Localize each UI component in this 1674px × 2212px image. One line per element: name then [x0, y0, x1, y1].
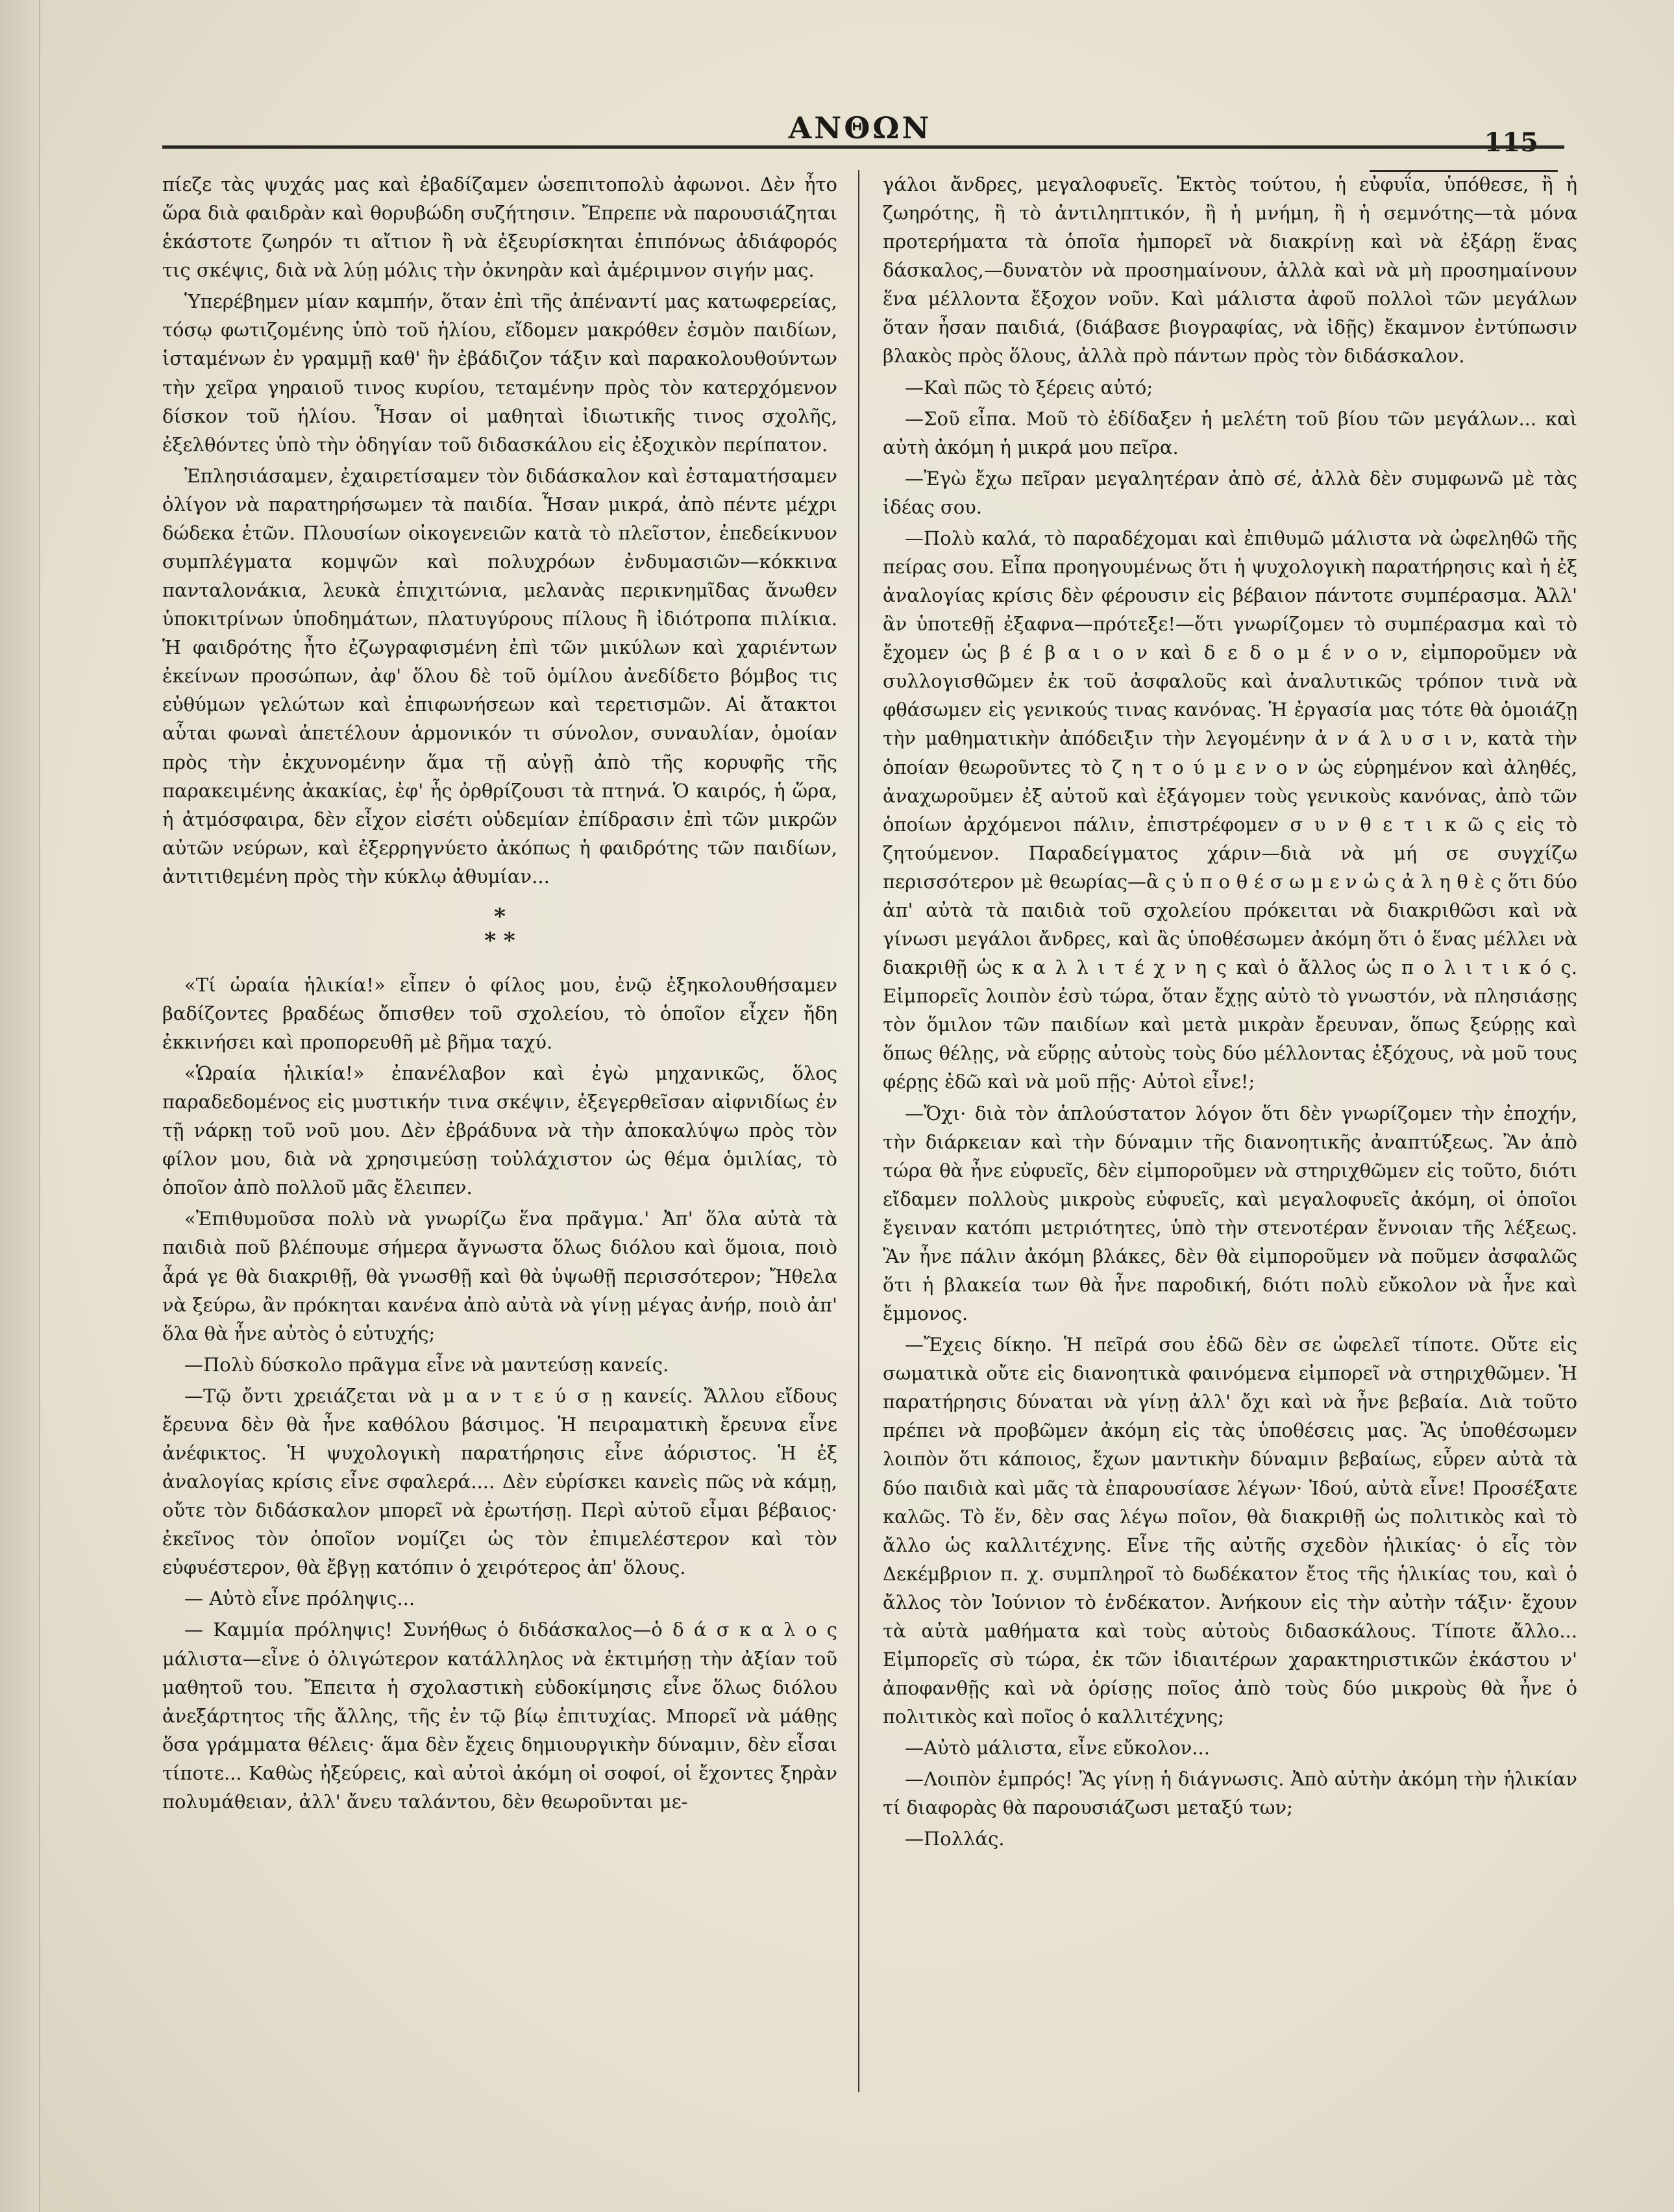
header-rule	[162, 145, 1564, 149]
running-title: ΑΝΘΩΝ	[788, 110, 932, 145]
paragraph: Ὑπερέβημεν μίαν καμπήν, ὅταν ἐπὶ τῆς ἀπέναντί μας κατωφερείας, τόσῳ φωτιζομένης ὑπὸ τοῦ ἡλίου, εἴδομεν μακρόθεν ἐσμὸν παιδίων, ἱσταμένων ἐν γραμμῇ καθ' ἣν ἐβάδιζον τάξιν καὶ παρακολουθούντων τὴν χεῖρα γηραιοῦ τινος κυρίου, τεταμένην πρὸς τὸν κατερχόμενον δίσκον τοῦ ἡλίου. Ἦσαν οἱ μαθηταὶ ἰδιωτικῆς τινος σχολῆς, ἐξελθόντες ὑπὸ τὴν ὁδηγίαν τοῦ διδασκάλου εἰς ἐξοχικὸν περίπατον.	[162, 290, 837, 456]
dialogue-line: —Αὐτὸ μάλιστα, εἶνε εὔκολον...	[905, 1737, 1210, 1759]
dialogue-line: —Λοιπὸν ἐμπρός! Ἂς γίνῃ ἡ διάγνωσις. Ἀπὸ αὐτὴν ἀκόμη τὴν ἡλικίαν τί διαφορὰς θὰ παρουσιάζωσι μεταξύ των;	[883, 1768, 1577, 1819]
column-divider	[858, 170, 859, 2092]
dialogue-line: —Σοῦ εἶπα. Μοῦ τὸ ἐδίδαξεν ἡ μελέτη τοῦ βίου τῶν μεγάλων... καὶ αὐτὴ ἀκόμη ἡ μικρά μου πεῖρα.	[883, 407, 1577, 458]
dialogue-line: —Καὶ πῶς τὸ ξέρεις αὐτό;	[905, 376, 1153, 399]
paragraph: «Ἐπιθυμοῦσα πολὺ νὰ γνωρίζω ἕνα πρᾶγμα.' Ἀπ' ὅλα αὐτὰ τὰ παιδιὰ ποῦ βλέπουμε σήμερα ἄγνωστα ὅλως διόλου καὶ ὅμοια, ποιὸ ἆρά γε θὰ διακριθῇ, θὰ γνωσθῇ καὶ θὰ ὑψωθῇ περισσότερον; Ἤθελα νὰ ξεύρω, ἂν πρόκηται κανένα ἀπὸ αὐτὰ νὰ γίνῃ μέγας ἀνήρ, ποιὸ ἀπ' ὅλα θὰ ἦνε αὐτὸς ὁ εὐτυχής;	[162, 1208, 837, 1345]
dialogue-line: — Αὐτὸ εἶνε πρόληψις...	[184, 1587, 415, 1610]
dialogue-line: —Πολλάς.	[905, 1828, 1005, 1850]
paragraph: Ἐπλησιάσαμεν, ἐχαιρετίσαμεν τὸν διδάσκαλον καὶ ἐσταματήσαμεν ὀλίγον νὰ παρατηρήσωμεν τὰ παιδία. Ἦσαν μικρά, ἀπὸ πέντε μέχρι δώδεκα ἐτῶν. Πλουσίων οἰκογενειῶν κατὰ τὸ πλεῖστον, ἐπεδείκνυον συμπλέγματα κομψῶν καὶ πολυχρόων ἐνδυμασιῶν—κόκκινα πανταλονάκια, λευκὰ ἐπιχιτώνια, μελανὰς περικνημῖδας ἄνωθεν ὑποκιτρίνων ὑποδημάτων, πλατυγύρους πίλους ἢ ἰδιότροπα πιλίκια. Ἡ φαιδρότης ἦτο ἐζωγραφισμένη ἐπὶ τῶν μικύλων καὶ χαριέντων ἐκείνων προσώπων, ἀφ' ὅλου δὲ τοῦ ὁμίλου ἀνεδίδετο βόμβος τις εὐθύμων γελώτων καὶ ἐπιφωνήσεων καὶ τερετισμῶν. Αἱ ἄτακτοι αὗται φωναὶ ἀπετέλουν ἁρμονικόν τι σύνολον, συναυλίαν, ὁμοίαν πρὸς τὴν ἐκχυνομένην ἅμα τῇ αὐγῇ ἀπὸ τῆς κορυφῆς τῆς παρακειμένης ἀκακίας, ἐφ' ἧς ὀρθρίζουσι τὰ πτηνά. Ὁ καιρός, ἡ ὥρα, ἡ ἀτμόσφαιρα, δὲν εἶχον εἰσέτι οὐδεμίαν ἐπίδρασιν ἐπὶ τῶν μικρῶν αὐτῶν νεύρων, καὶ ἐξερρηγνύετο ἀκόπως ἡ φαιδρότης τῶν παιδίων, ἀντιτιθεμένη πρὸς τὴν κύκλῳ ἀθυμίαν...	[162, 464, 837, 888]
paragraph: —Ἔχεις δίκηο. Ἡ πεῖρά σου ἐδῶ δὲν σε ὠφελεῖ τίποτε. Οὔτε εἰς σωματικὰ οὔτε εἰς διανοητικὰ φαινόμενα εἰμπορεῖ νὰ στηριχθῶμεν. Ἡ παρατήρησις δύναται νὰ γίνῃ ἀλλ' ὄχι καὶ νὰ ἦνε βεβαία. Διὰ τοῦτο πρέπει νὰ προβῶμεν ἀκόμη εἰς τὰς ὑποθέσεις μας. Ἂς ὑποθέσωμεν λοιπὸν ὅτι κάποιος, ἔχων μαντικὴν δύναμιν βεβαίως, εὗρεν αὐτὰ τὰ δύο παιδιὰ καὶ μᾶς τὰ ἐπαρουσίασε λέγων· Ἰδού, αὐτὰ εἶνε! Προσέξατε καλῶς. Τὸ ἕν, δὲν σας λέγω ποῖον, θὰ διακριθῇ ὡς πολιτικὸς καὶ τὸ ἄλλο ὡς καλλιτέχνης. Εἶνε τῆς αὐτῆς σχεδὸν ἡλικίας· ὁ εἷς τὸν Δεκέμβριον π. χ. συμπληροῖ τὸ δωδέκατον ἔτος τῆς ἡλικίας του, καὶ ὁ ἄλλος τὸν Ἰούνιον τὸ ἑνδέκατον. Ἀνήκουν εἰς τὴν αὐτὴν τάξιν· ἔχουν τὰ αὐτὰ μαθήματα καὶ τοὺς αὐτοὺς διδασκάλους. Τίποτε ἄλλο... Εἰμπορεῖς σὺ τώρα, ἐκ τῶν ἰδιαιτέρων χαρακτηριστικῶν ἑκάστου ν' ἀποφανθῇς καὶ νὰ ὁρίσῃς ποῖος ἀπὸ τοὺς δύο μικροὺς θὰ ἦνε ὁ πολιτικὸς καὶ ποῖος ὁ καλλιτέχνης;	[883, 1334, 1577, 1728]
previous-page-edge	[0, 0, 40, 2212]
paragraph: «Ὡραία ἡλικία!» ἐπανέλαβον καὶ ἐγὼ μηχανικῶς, ὅλος παραδεδομένος εἰς μυστικήν τινα σκέψιν, ἐξεγερθεῖσαν αἰφνιδίως ἐν τῇ νάρκῃ τοῦ νοῦ μου. Δὲν ἐβράδυνα νὰ τὴν ἀποκαλύψω πρὸς τὸν φίλον μου, διὰ νὰ χρησιμεύσῃ τοὐλάχιστον ὡς θέμα ὁμιλίας, τὸ ὁποῖον ἀπὸ πολλοῦ μᾶς ἔλειπεν.	[162, 1062, 837, 1199]
paragraph: —Ὄχι· διὰ τὸν ἁπλούστατον λόγον ὅτι δὲν γνωρίζομεν τὴν ἐποχήν, τὴν διάρκειαν καὶ τὴν δύναμιν τῆς διανοητικῆς ἀναπτύξεως. Ἂν ἀπὸ τώρα θὰ ἦνε εὐφυεῖς, δὲν εἰμποροῦμεν νὰ στηριχθῶμεν εἰς τοῦτο, διότι εἴδαμεν πολλοὺς μικροὺς εὐφυεῖς, καὶ μεγαλοφυεῖς ἀκόμη, οἱ ὁποῖοι ἔγειναν κατόπι μετριότητες, ὑπὸ τὴν στενοτέραν ἔννοιαν τῆς λέξεως. Ἂν ἦνε πάλιν ἀκόμη βλάκες, δὲν θὰ εἰμποροῦμεν νὰ ποῦμεν ἀσφαλῶς ὅτι ἡ βλακεία των θὰ ἦνε παροδική, διότι πολὺ εὔκολον νὰ ἦνε καὶ ἔμμονος.	[883, 1102, 1577, 1325]
page-number: 115	[1484, 127, 1538, 158]
paragraph: γάλοι ἄνδρες, μεγαλοφυεῖς. Ἐκτὸς τούτου, ἡ εὐφυΐα, ὑπόθεσε, ἢ ἡ ζωηρότης, ἢ τὸ ἀντιληπτικόν, ἢ ἡ μνήμη, ἢ ἡ σεμνότης—τὰ μόνα προτερήματα τὰ ὁποῖα ἠμπορεῖ νὰ διακρίνῃ καὶ νὰ ἐξάρῃ ἕνας δάσκαλος,—δυνατὸν νὰ προσημαίνουν, ἀλλὰ καὶ νὰ μὴ προσημαίνουν ἕνα μέλλοντα ἔξοχον νοῦν. Καὶ μάλιστα ἀφοῦ πολλοὶ τῶν μεγάλων ὅταν ἦσαν παιδιά, (διάβασε βιογραφίας, νὰ ἰδῇς) ἔκαμνον ἐντύπωσιν βλακὸς πρὸς ὅλους, ἀλλὰ πρὸ πάντων πρὸς τὸν διδάσκαλον.	[883, 173, 1577, 367]
paragraph: πίεζε τὰς ψυχάς μας καὶ ἐβαδίζαμεν ὡσεπιτοπολὺ ἀφωνοι. Δὲν ἦτο ὥρα διὰ φαιδρὰν καὶ θορυβώδη συζήτησιν. Ἔπρεπε νὰ παρουσιάζηται ἑκάστοτε ζωηρόν τι αἴτιον ἢ νὰ ἐξευρίσκηται ἐπιπόνως ἀδιάφορός τις σκέψις, διὰ νὰ λύῃ μόλις τὴν ὀκνηρὰν καὶ ἀμέριμνον σιγήν μας.	[162, 173, 837, 282]
dialogue-line: —Ἐγὼ ἔχω πεῖραν μεγαλητέραν ἀπὸ σέ, ἀλλὰ δὲν συμφωνῶ μὲ τὰς ἰδέας σου.	[883, 467, 1577, 518]
left-column	[162, 170, 837, 1819]
paragraph: «Τί ὡραία ἡλικία!» εἶπεν ὁ φίλος μου, ἐνῷ ἐξηκολουθήσαμεν βαδίζοντες βραδέως ὄπισθεν τοῦ σχολείου, τὸ ὁποῖον εἶχεν ἤδη ἐκκινήσει καὶ προπορευθῆ μὲ βῆμα ταχύ.	[162, 973, 837, 1053]
paragraph: — Καμμία πρόληψις! Συνήθως ὁ διδάσκαλος—ὁ δ ά σ κ α λ ο ς μάλιστα—εἶνε ὁ ὀλιγώτερον κατάλληλος νὰ ἐκτιμήσῃ τὴν ἀξίαν τοῦ μαθητοῦ του. Ἔπειτα ἡ σχολαστικὴ εὐδοκίμησις εἶνε ὅλως διόλου ἀνεξάρτητος τῆς ἄλλης, τῆς ἐν τῷ βίῳ ἐπιτυχίας. Μπορεῖ νὰ μάθῃς ὅσα γράμματα θέλεις· ἅμα δὲν ἔχεις δημιουργικὴν δύναμιν, δὲν εἶσαι τίποτε... Καθὼς ἠξεύρεις, καὶ αὐτοὶ ἀκόμη οἱ σοφοί, οἱ ἔχοντες ξηρὰν πολυμάθειαν, ἀλλ' ἄνευ ταλάντου, δὲν θεωροῦνται με-	[162, 1619, 837, 1813]
section-asterism: * * *	[484, 903, 515, 954]
right-column	[883, 170, 1577, 1856]
paragraph: —Τῷ ὄντι χρειάζεται νὰ μ α ν τ ε ύ σ ῃ κανείς. Ἄλλου εἴδους ἔρευνα δὲν θὰ ἦνε καθόλου βάσιμος. Ἡ πειραματικὴ ἔρευνα εἶνε ἀνέφικτος. Ἡ ψυχολογικὴ παρατήρησις εἶνε ἀόριστος. Ἡ ἐξ ἀναλογίας κρίσις εἶνε σφαλερά.... Δὲν εὑρίσκει κανεὶς πῶς νὰ κάμῃ, οὔτε τὸν διδάσκαλον μπορεῖ νὰ ἐρωτήσῃ. Περὶ αὐτοῦ εἶμαι βέβαιος· ἐκεῖνος τὸν ὁποῖον νομίζει ὡς τὸν ἐπιμελέστερον καὶ τὸν εὐφυέστερον, θὰ ἔβγῃ κατόπιν ὁ χειρότερος ἀπ' ὅλους.	[162, 1384, 837, 1579]
paragraph: —Πολὺ καλά, τὸ παραδέχομαι καὶ ἐπιθυμῶ μάλιστα νὰ ὠφεληθῶ τῆς πείρας σου. Εἶπα προηγουμένως ὅτι ἡ ψυχολογικὴ παρατήρησις καὶ ἡ ἐξ ἀναλογίας κρίσις δὲν φέρουσιν εἰς βέβαιον πάντοτε συμπέρασμα. Ἀλλ' ἂν ὑποτεθῇ ἐξαφνα—πρότεξε!—ὅτι γνωρίζομεν τὸ συμπέρασμα καὶ τὸ ἔχομεν ὡς β έ β α ι ο ν καὶ δ ε δ ο μ έ ν ο ν, εἰμποροῦμεν νὰ συλλογισθῶμεν ἐκ τοῦ ἀσφαλοῦς καὶ ἀναλυτικῶς τρόπον τινὰ νὰ φθάσωμεν εἰς γενικούς τινας κανόνας. Ἡ ἐργασία μας τότε θὰ ὁμοιάζῃ τὴν μαθηματικὴν ἀπόδειξιν τὴν λεγομένην ἀ ν ά λ υ σ ι ν, κατὰ τὴν ὁποίαν θεωροῦντες τὸ ζ η τ ο ύ μ ε ν ο ν ὡς εὑρημένον καὶ ἀληθές, ἀναχωροῦμεν ἐξ αὐτοῦ καὶ ἐξάγομεν τοὺς γενικοὺς κανόνας, ἀπὸ τῶν ὁποίων ἀρχόμενοι πάλιν, ἐπιστρέφομεν σ υ ν θ ε τ ι κ ῶ ς εἰς τὸ ζητούμενον. Παραδείγματος χάριν—διὰ νὰ μή σε συγχίζω περισσότερον μὲ θεωρίας—ἂ ς ὑ π ο θ έ σ ω μ ε ν ὡ ς ἀ λ η θ ὲ ς ὅτι δύο ἀπ' αὐτὰ τὰ παιδιὰ τοῦ σχολείου πρόκειται νὰ διακριθῶσι καὶ νὰ γίνωσι μεγάλοι ἄνδρες, καὶ ἂς ὑποθέσωμεν ἀκόμη ὅτι ὁ ἕνας μέλλει νὰ διακριθῇ ὡς κ α λ λ ι τ έ χ ν η ς καὶ ὁ ἄλλος ὡς π ο λ ι τ ι κ ό ς. Εἰμπορεῖς λοιπὸν ἐσὺ τώρα, ὅταν ἔχῃς αὐτὸ τὸ γνωστόν, νὰ πλησιάσῃς τὸν ὅμιλον τῶν παιδίων καὶ μετὰ μικρὰν ἔρευναν, ὅπως ξεύρῃς καὶ ὅπως θέλῃς, νὰ εὕρῃς αὐτοὺς τοὺς δύο μέλλοντας ἐξόχους, νὰ μοῦ τους φέρῃς ἐδῶ καὶ νὰ μοῦ πῇς· Αὐτοὶ εἶνε!;	[883, 527, 1577, 1093]
dialogue-line: —Πολὺ δύσκολο πρᾶγμα εἶνε νὰ μαντεύσῃ κανείς.	[184, 1353, 669, 1376]
